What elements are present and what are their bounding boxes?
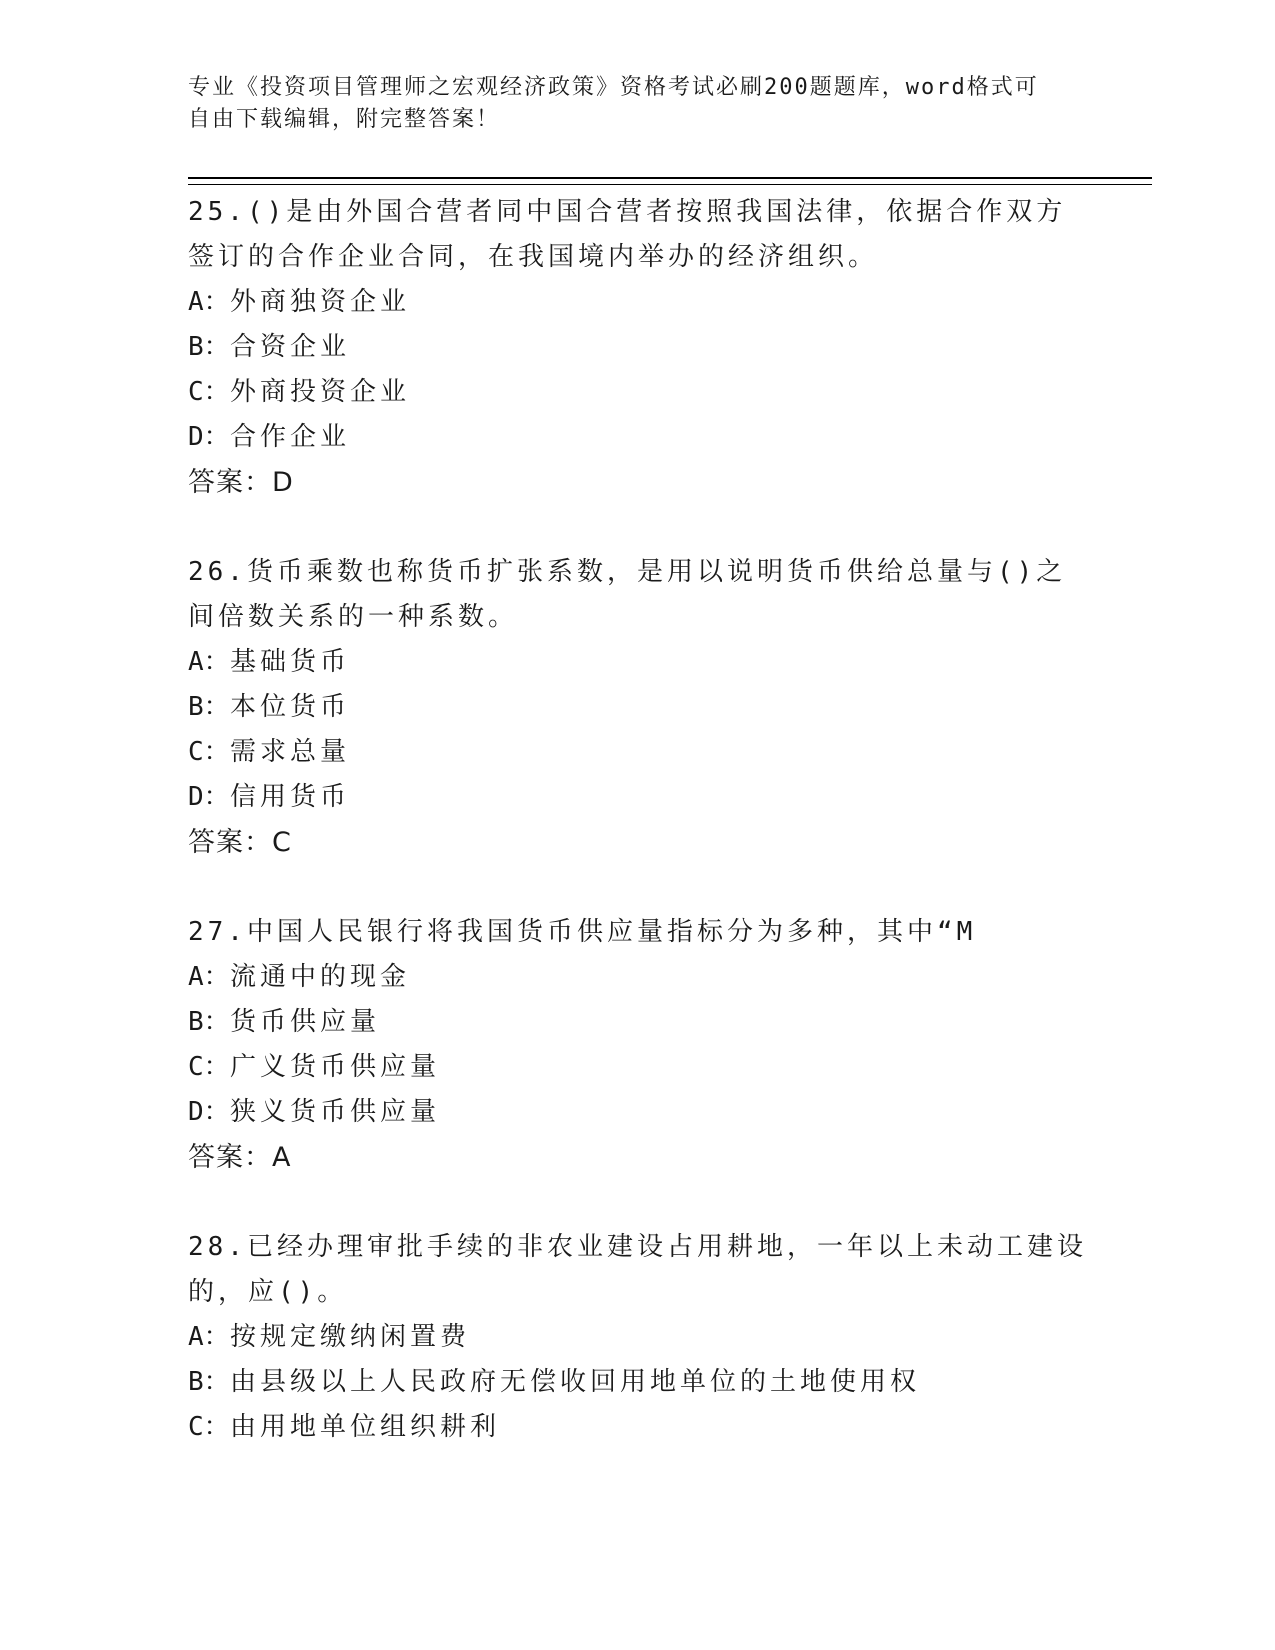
option-key: C： xyxy=(188,1052,230,1082)
option-text: 狭义货币供应量 xyxy=(230,1097,441,1127)
question-list xyxy=(188,190,1088,1450)
option-c xyxy=(188,1405,1088,1450)
option-text: 基础货币 xyxy=(230,647,351,677)
option-key: D： xyxy=(188,782,230,812)
question-stem: 25.()是由外国合营者同中国合营者按照我国法律，依据合作双方签订的合作企业合同，在我国境内举办的经济组织。 xyxy=(188,197,1067,272)
option-a xyxy=(188,1315,1088,1360)
option-key: D： xyxy=(188,1097,230,1127)
question-stem: 27.中国人民银行将我国货币供应量指标分为多种，其中“M xyxy=(188,917,977,947)
answer-line: 答案：A xyxy=(188,1142,292,1173)
option-text: 流通中的现金 xyxy=(230,962,411,992)
answer-line: 答案：C xyxy=(188,827,292,858)
option-text: 合资企业 xyxy=(230,332,351,362)
option-text: 按规定缴纳闲置费 xyxy=(230,1322,471,1352)
document-header xyxy=(188,72,1088,136)
option-text: 外商独资企业 xyxy=(230,287,411,317)
option-text: 外商投资企业 xyxy=(230,377,411,407)
option-b xyxy=(188,1360,1088,1405)
option-key: B： xyxy=(188,1367,230,1397)
option-key: B： xyxy=(188,332,230,362)
option-key: C： xyxy=(188,1412,230,1442)
option-b xyxy=(188,685,1088,730)
question-spacer xyxy=(188,865,1088,910)
question-27 xyxy=(188,910,1088,1180)
header-line-2: 自由下载编辑，附完整答案！ xyxy=(188,107,501,132)
option-key: D： xyxy=(188,422,230,452)
option-key: B： xyxy=(188,692,230,722)
option-text: 合作企业 xyxy=(230,422,351,452)
question-spacer xyxy=(188,505,1088,550)
option-text: 需求总量 xyxy=(230,737,351,767)
option-b xyxy=(188,1000,1088,1045)
option-text: 货币供应量 xyxy=(230,1007,381,1037)
option-a xyxy=(188,640,1088,685)
question-28 xyxy=(188,1225,1088,1450)
option-c xyxy=(188,730,1088,775)
option-text: 由县级以上人民政府无偿收回用地单位的土地使用权 xyxy=(230,1367,921,1397)
option-key: A： xyxy=(188,1322,230,1352)
header-divider-thin xyxy=(188,184,1152,185)
option-key: A： xyxy=(188,647,230,677)
option-a xyxy=(188,280,1088,325)
option-b xyxy=(188,325,1088,370)
option-text: 广义货币供应量 xyxy=(230,1052,441,1082)
question-25 xyxy=(188,190,1088,505)
option-key: A： xyxy=(188,962,230,992)
question-spacer xyxy=(188,1180,1088,1225)
option-text: 本位货币 xyxy=(230,692,351,722)
option-key: C： xyxy=(188,377,230,407)
header-line-1: 专业《投资项目管理师之宏观经济政策》资格考试必刷200题题库，word格式可 xyxy=(188,75,1039,100)
option-key: B： xyxy=(188,1007,230,1037)
option-text: 由用地单位组织耕利 xyxy=(230,1412,501,1442)
question-stem: 26.货币乘数也称货币扩张系数，是用以说明货币供给总量与()之间倍数关系的一种系数。 xyxy=(188,557,1067,632)
question-26 xyxy=(188,550,1088,865)
option-d xyxy=(188,775,1088,820)
option-key: C： xyxy=(188,737,230,767)
option-c xyxy=(188,1045,1088,1090)
question-stem: 28.已经办理审批手续的非农业建设占用耕地，一年以上未动工建设的，应()。 xyxy=(188,1232,1087,1307)
option-key: A： xyxy=(188,287,230,317)
option-text: 信用货币 xyxy=(230,782,351,812)
option-d xyxy=(188,415,1088,460)
answer-line: 答案：D xyxy=(188,467,294,498)
header-divider-thick xyxy=(188,177,1152,179)
option-c xyxy=(188,370,1088,415)
option-a xyxy=(188,955,1088,1000)
option-d xyxy=(188,1090,1088,1135)
